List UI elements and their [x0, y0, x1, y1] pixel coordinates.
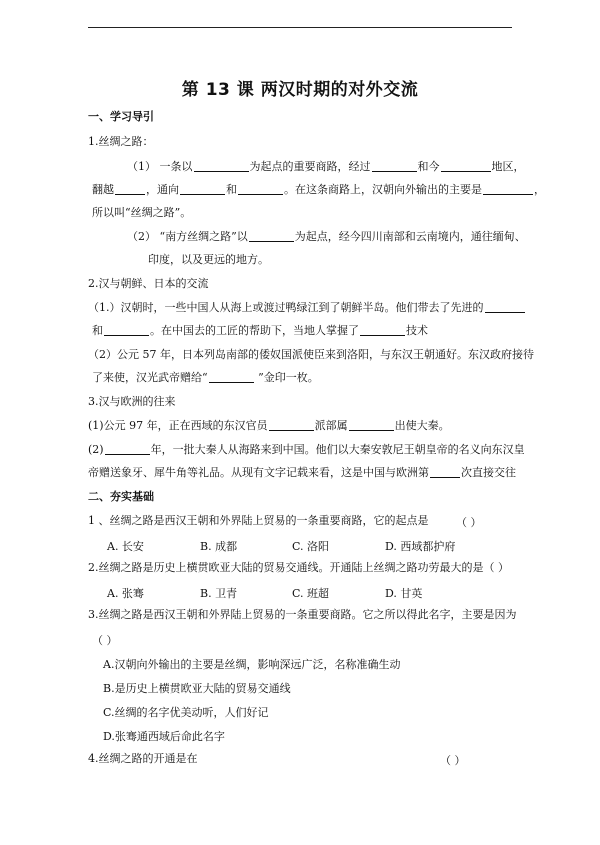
- fill-blank[interactable]: [483, 183, 533, 195]
- fill-blank[interactable]: [105, 443, 150, 455]
- paragraph-line: （2） “南方丝绸之路”以 为起点，经今四川南部和云南境内，通往缅甸、: [127, 230, 526, 243]
- question-1: 1 、丝绸之路是西汉王朝和外界陆上贸易的一条重要商路，它的起点是: [88, 514, 429, 527]
- subsection-2: 2.汉与朝鲜、日本的交流: [88, 277, 209, 290]
- answer-paren[interactable]: （ ）: [456, 516, 482, 529]
- option-b[interactable]: B.是历史上横贯欧亚大陆的贸易交通线: [103, 682, 291, 695]
- paragraph-line: 翻越 ，通向 和 。在这条商路上，汉朝向外输出的主要是 ，: [92, 183, 545, 196]
- option-a[interactable]: A. 长安: [107, 540, 144, 553]
- fill-blank[interactable]: [249, 230, 294, 242]
- section-heading-1: 一、学习导引: [88, 110, 154, 123]
- fill-blank[interactable]: [180, 183, 225, 195]
- answer-paren[interactable]: （ ）: [440, 754, 466, 767]
- subsection-1: 1.丝绸之路：: [88, 135, 154, 148]
- paragraph-line: （1） 一条以 为起点的重要商路，经过 和今 地区，: [127, 160, 525, 173]
- fill-blank[interactable]: [372, 160, 417, 172]
- option-c[interactable]: C.丝绸的名字优美动听，人们好记: [103, 706, 269, 719]
- fill-blank[interactable]: [441, 160, 491, 172]
- paragraph-line: 印度，以及更远的地方。: [148, 253, 269, 266]
- fill-blank[interactable]: [209, 371, 254, 383]
- fill-blank[interactable]: [485, 301, 525, 313]
- option-a[interactable]: A.汉朝向外输出的主要是丝绸，影响深远广泛，名称准确生动: [103, 658, 401, 671]
- paragraph-line: （1.）汉朝时，一些中国人从海上或渡过鸭绿江到了朝鲜半岛。他们带去了先进的: [88, 301, 526, 315]
- fill-blank[interactable]: [349, 419, 394, 431]
- fill-blank[interactable]: [238, 183, 283, 195]
- question-3: 3.丝绸之路是西汉王朝和外界陆上贸易的一条重要商路。它之所以得此名字，主要是因为: [88, 608, 517, 621]
- paragraph-line: （2）公元 57 年，日本列岛南部的倭奴国派使臣来到洛阳，与东汉王朝通好。东汉政府接待: [88, 348, 534, 361]
- section-heading-2: 二、夯实基础: [88, 490, 154, 503]
- paragraph-line: 和 。在中国去的工匠的帮助下，当地人掌握了 技术: [92, 324, 428, 337]
- option-c[interactable]: C. 洛阳: [292, 540, 330, 553]
- paragraph-line: (2) 年，一批大秦人从海路来到中国。他们以大秦安敦尼王朝皇帝的名义向东汉皇: [88, 443, 525, 456]
- question-4: 4.丝绸之路的开通是在: [88, 752, 198, 765]
- fill-blank[interactable]: [194, 160, 249, 172]
- fill-blank[interactable]: [115, 183, 145, 195]
- page-title: 第 13 课 两汉时期的对外交流: [181, 80, 419, 100]
- header-rule: [88, 27, 512, 28]
- option-d[interactable]: D.张骞通西域后命此名字: [103, 730, 225, 743]
- option-d[interactable]: D. 甘英: [385, 587, 423, 600]
- fill-blank[interactable]: [430, 466, 460, 478]
- subsection-3: 3.汉与欧洲的往来: [88, 395, 176, 408]
- question-2: 2.丝绸之路是历史上横贯欧亚大陆的贸易交通线。开通陆上丝绸之路功劳最大的是（ ）: [88, 561, 509, 574]
- option-b[interactable]: B. 卫青: [200, 587, 238, 600]
- fill-blank[interactable]: [360, 324, 405, 336]
- option-a[interactable]: A. 张骞: [107, 587, 144, 600]
- paragraph-line: 帝赠送象牙、犀牛角等礼品。从现有文字记载来看，这是中国与欧洲第 次直接交往: [88, 466, 516, 479]
- option-b[interactable]: B. 成都: [200, 540, 238, 553]
- option-d[interactable]: D. 西域都护府: [385, 540, 456, 553]
- paragraph-line: 所以叫“丝绸之路”。: [92, 206, 192, 219]
- fill-blank[interactable]: [104, 324, 149, 336]
- paragraph-line: (1)公元 97 年，正在西域的东汉官员 派部属 出使大秦。: [88, 419, 450, 432]
- option-c[interactable]: C. 班超: [292, 587, 330, 600]
- fill-blank[interactable]: [269, 419, 314, 431]
- paragraph-line: 了来使，汉光武帝赠给“ ”金印一枚。: [92, 371, 319, 384]
- answer-paren[interactable]: （ ）: [92, 634, 118, 647]
